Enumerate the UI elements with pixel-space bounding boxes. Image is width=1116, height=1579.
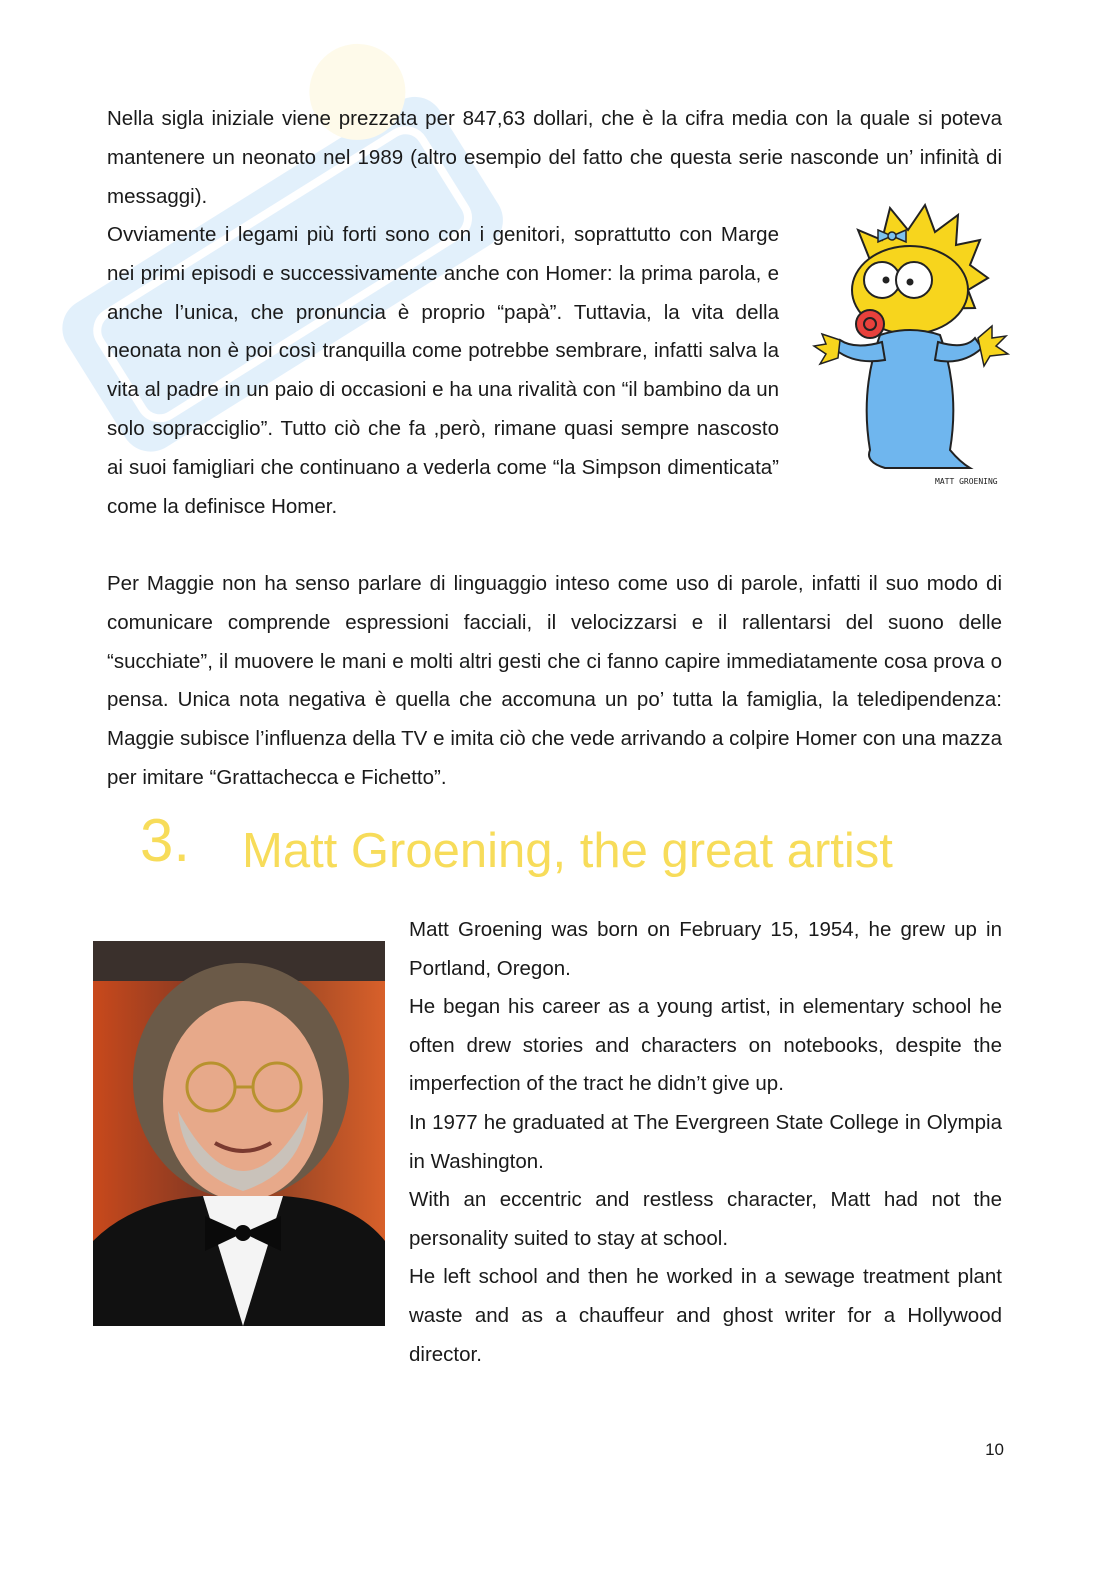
bio-paragraph: He began his career as a young artist, in elementary school he often drew stories and characters on notebooks, despite the imperfection of the tract he didn’t give up. — [409, 995, 1002, 1096]
bio-paragraph: With an eccentric and restless character, Matt had not the personality suited to stay at school. — [409, 1188, 1002, 1250]
paragraph-language: Per Maggie non ha senso parlare di linguaggio inteso come uso di parole, infatti il suo modo di comunicare comprende espressioni facciali, il velocizzarsi e il rallentarsi del suono delle “succhiate”, il muovere le mani e molti altri gesti che ci fanno capire immediatamente cosa prova o pensa. Unica nota negativa è quella che accomuna un po’ tutta la famiglia, la teledipendenza: Maggie subisce l’influenza della TV e imita ciò che vede arrivando a colpire Homer con una mazza per imitare “Grattachecca e Fichetto”. — [107, 572, 1002, 789]
biography-text — [409, 911, 1002, 1374]
maggie-simpson-illustration — [810, 200, 1015, 495]
page-number: 10 — [985, 1440, 1004, 1459]
section-number: 3. — [140, 807, 191, 874]
section-heading — [0, 808, 1116, 888]
matt-groening-photo — [93, 941, 385, 1326]
paragraph-family: Ovviamente i legami più forti sono con i genitori, soprattutto con Marge nei primi episodi e successivamente anche con Homer: la prima parola, e anche l’unica, che pronuncia è proprio “papà”. Tuttavia, la vita della neonata non è poi così tranquilla come potrebbe sembrare, infatti salva la vita al padre in un paio di occasioni e ha una rivalità con “il bambino da un solo sopracciglio”. Tutto ciò che fa ,però, rimane quasi sempre nascosto ai suoi famigliari che continuano a vederla come “la Simpson dimenticata” come la definisce Homer. — [107, 223, 779, 518]
section-title: Matt Groening, the great artist — [242, 824, 893, 878]
paragraph-intro: Nella sigla iniziale viene prezzata per 847,63 dollari, che è la cifra media con la quale si poteva mantenere un neonato nel 1989 (altro esempio del fatto che questa serie nasconde un’ infinità di messaggi). — [107, 107, 1002, 208]
bio-paragraph: In 1977 he graduated at The Evergreen State College in Olympia in Washington. — [409, 1110, 1002, 1173]
bio-paragraph: Matt Groening was born on February 15, 1954, he grew up in Portland, Oregon. — [409, 918, 1002, 980]
image-credit: MATT GROENING — [935, 477, 998, 486]
bio-paragraph: He left school and then he worked in a sewage treatment plant waste and as a chauffeur and ghost writer for a Hollywood director. — [409, 1265, 1002, 1366]
